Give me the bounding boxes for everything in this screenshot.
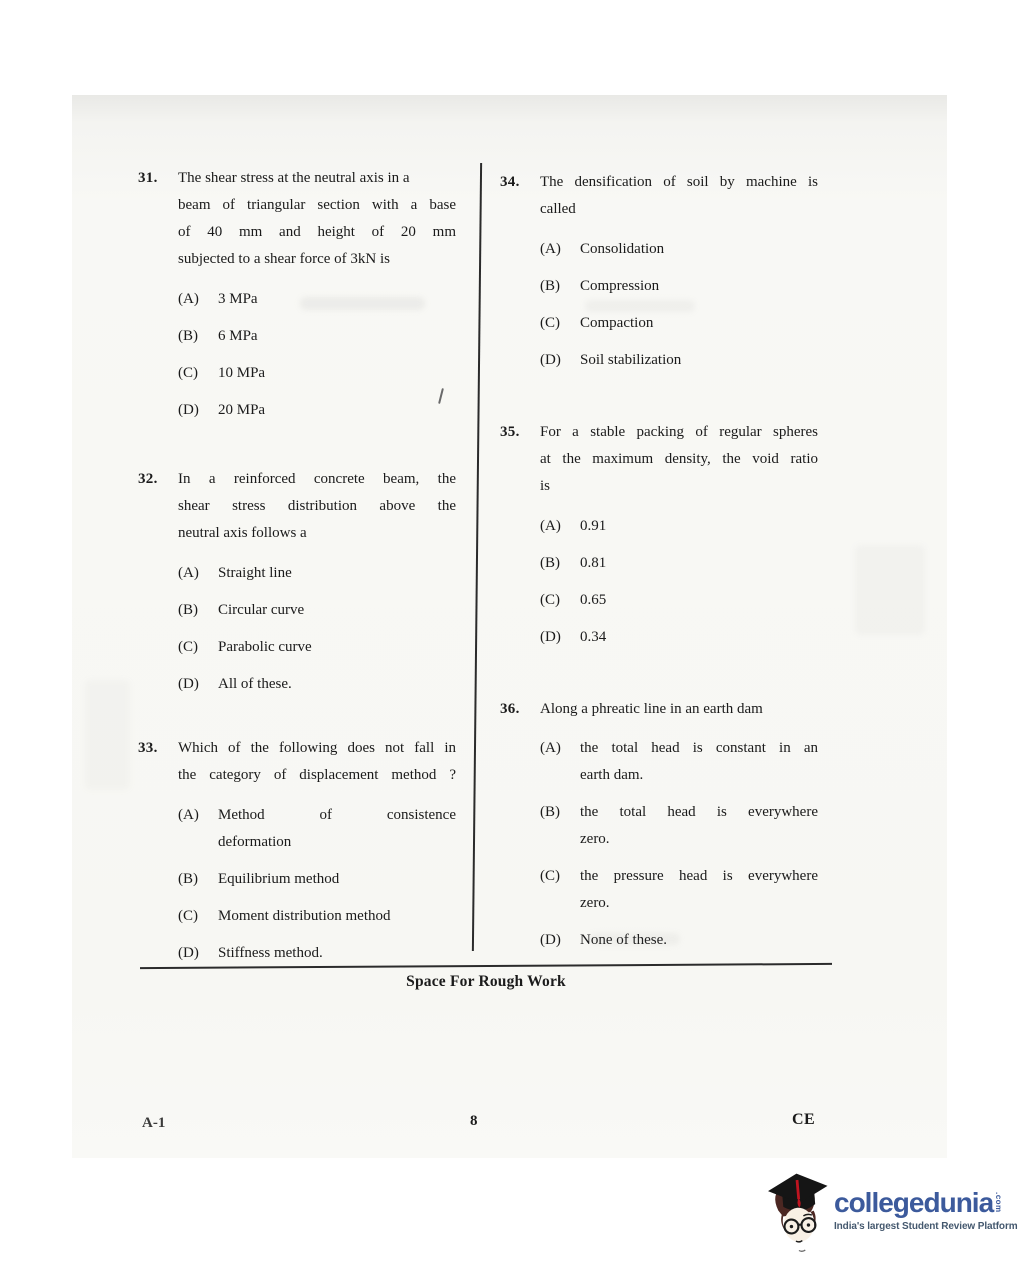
option-row: [178, 360, 456, 387]
option-text-line: deformation: [218, 834, 292, 850]
option-text-line: All of these.: [218, 676, 292, 692]
option-text-line: Compaction: [580, 315, 654, 331]
option-row: [178, 597, 456, 624]
option-label: (B): [540, 278, 560, 294]
option-label: (C): [540, 315, 560, 331]
option-text-line: None of these.: [580, 932, 668, 948]
option-row: [540, 927, 818, 954]
option-row: [178, 323, 456, 350]
option-text-line: Circular curve: [218, 602, 305, 618]
option-label: (C): [178, 639, 198, 655]
question-text-line: the category of displacement method ?: [178, 767, 456, 783]
option-row: [178, 286, 456, 313]
option-label: (A): [178, 565, 199, 581]
option-row: [540, 347, 818, 374]
option-text-line: 3 MPa: [218, 291, 258, 307]
question-number: 33.: [138, 740, 158, 756]
question-text-line: subjected to a shear force of 3kN is: [178, 251, 391, 267]
option-text-line: the total head is constant in an: [580, 740, 818, 756]
option-text-line: Stiffness method.: [218, 945, 323, 961]
brand-suffix: .com: [994, 1192, 1004, 1213]
question-31: [138, 165, 458, 424]
option-label: (D): [540, 932, 561, 948]
page-number: 8: [470, 1113, 478, 1129]
question-text-line: beam of triangular section with a base: [178, 197, 456, 213]
option-row: [540, 550, 818, 577]
question-number: 36.: [500, 701, 520, 717]
scanned-exam-page: [72, 95, 947, 1158]
booklet-code: A-1: [142, 1115, 166, 1131]
mascot-icon: [764, 1169, 835, 1258]
option-label: (B): [178, 328, 198, 344]
option-label: (D): [178, 676, 199, 692]
option-row: [178, 560, 456, 587]
option-row: [540, 799, 818, 853]
question-text-line: Along a phreatic line in an earth dam: [540, 701, 763, 717]
option-text-line: Moment distribution method: [218, 908, 391, 924]
option-row: [178, 397, 456, 424]
option-text-line: Consolidation: [580, 241, 665, 257]
option-text-line: 0.81: [580, 555, 607, 571]
brand-tagline: India's largest Student Review Platform: [834, 1221, 1018, 1232]
question-number: 34.: [500, 174, 520, 190]
option-label: (C): [178, 365, 198, 381]
option-label: (A): [178, 807, 199, 823]
option-label: (A): [178, 291, 199, 307]
question-number: 35.: [500, 424, 520, 440]
column-divider-line: [472, 163, 482, 951]
option-label: (B): [540, 804, 560, 820]
option-text-line: Equilibrium method: [218, 871, 340, 887]
option-label: (A): [540, 740, 561, 756]
question-35: [500, 419, 820, 651]
option-text-line: zero.: [580, 831, 610, 847]
question-text-line: of 40 mm and height of 20 mm: [178, 224, 456, 240]
rough-work-label: Space For Rough Work: [406, 973, 566, 990]
option-label: (C): [540, 592, 560, 608]
collegedunia-logo: [768, 1170, 1020, 1272]
question-number: 32.: [138, 471, 158, 487]
option-text-line: earth dam.: [580, 767, 644, 783]
option-text-line: Method of consistence: [218, 807, 456, 823]
option-text-line: the total head is everywhere: [580, 804, 818, 820]
option-label: (C): [540, 868, 560, 884]
option-text-line: the pressure head is everywhere: [580, 868, 818, 884]
option-text-line: Soil stabilization: [580, 352, 682, 368]
question-text-line: The shear stress at the neutral axis in a: [178, 170, 410, 186]
paper-code: CE: [792, 1111, 816, 1128]
option-row: [178, 634, 456, 661]
option-label: (D): [540, 629, 561, 645]
question-text-line: neutral axis follows a: [178, 525, 307, 541]
option-row: [540, 273, 818, 300]
option-label: (D): [178, 402, 199, 418]
option-row: [178, 671, 456, 698]
option-text-line: zero.: [580, 895, 610, 911]
option-label: (B): [178, 871, 198, 887]
option-text-line: 0.65: [580, 592, 607, 608]
question-text-line: called: [540, 201, 576, 217]
option-text-line: 10 MPa: [218, 365, 266, 381]
option-label: (D): [540, 352, 561, 368]
option-row: [540, 863, 818, 917]
question-number: 31.: [138, 170, 158, 186]
question-text-line: shear stress distribution above the: [178, 498, 456, 514]
option-label: (C): [178, 908, 198, 924]
question-32: [138, 466, 458, 698]
option-label: (A): [540, 518, 561, 534]
question-text-line: For a stable packing of regular spheres: [540, 424, 818, 440]
question-33: [138, 735, 458, 967]
option-text-line: 20 MPa: [218, 402, 266, 418]
option-row: [178, 903, 456, 930]
option-text-line: 0.34: [580, 629, 607, 645]
option-text-line: 6 MPa: [218, 328, 258, 344]
question-text-line: at the maximum density, the void ratio: [540, 451, 818, 467]
option-row: [540, 587, 818, 614]
option-row: [540, 236, 818, 263]
option-text-line: Compression: [580, 278, 660, 294]
question-text-line: In a reinforced concrete beam, the: [178, 471, 456, 487]
question-text-line: The densification of soil by machine is: [540, 174, 818, 190]
option-row: [178, 866, 456, 893]
option-label: (A): [540, 241, 561, 257]
option-label: (D): [178, 945, 199, 961]
option-row: [540, 310, 818, 337]
option-label: (B): [178, 602, 198, 618]
question-36: [500, 696, 820, 954]
option-text-line: 0.91: [580, 518, 607, 534]
option-row: [540, 624, 818, 651]
option-row: [540, 735, 818, 789]
option-label: (B): [540, 555, 560, 571]
question-text-line: is: [540, 478, 551, 494]
question-34: [500, 169, 820, 374]
option-text-line: Parabolic curve: [218, 639, 312, 655]
option-row: [178, 940, 456, 967]
brand-name: collegedunia: [834, 1187, 994, 1218]
option-row: [540, 513, 818, 540]
question-text-line: Which of the following does not fall in: [178, 740, 456, 756]
option-row: [178, 802, 456, 856]
option-text-line: Straight line: [218, 565, 292, 581]
